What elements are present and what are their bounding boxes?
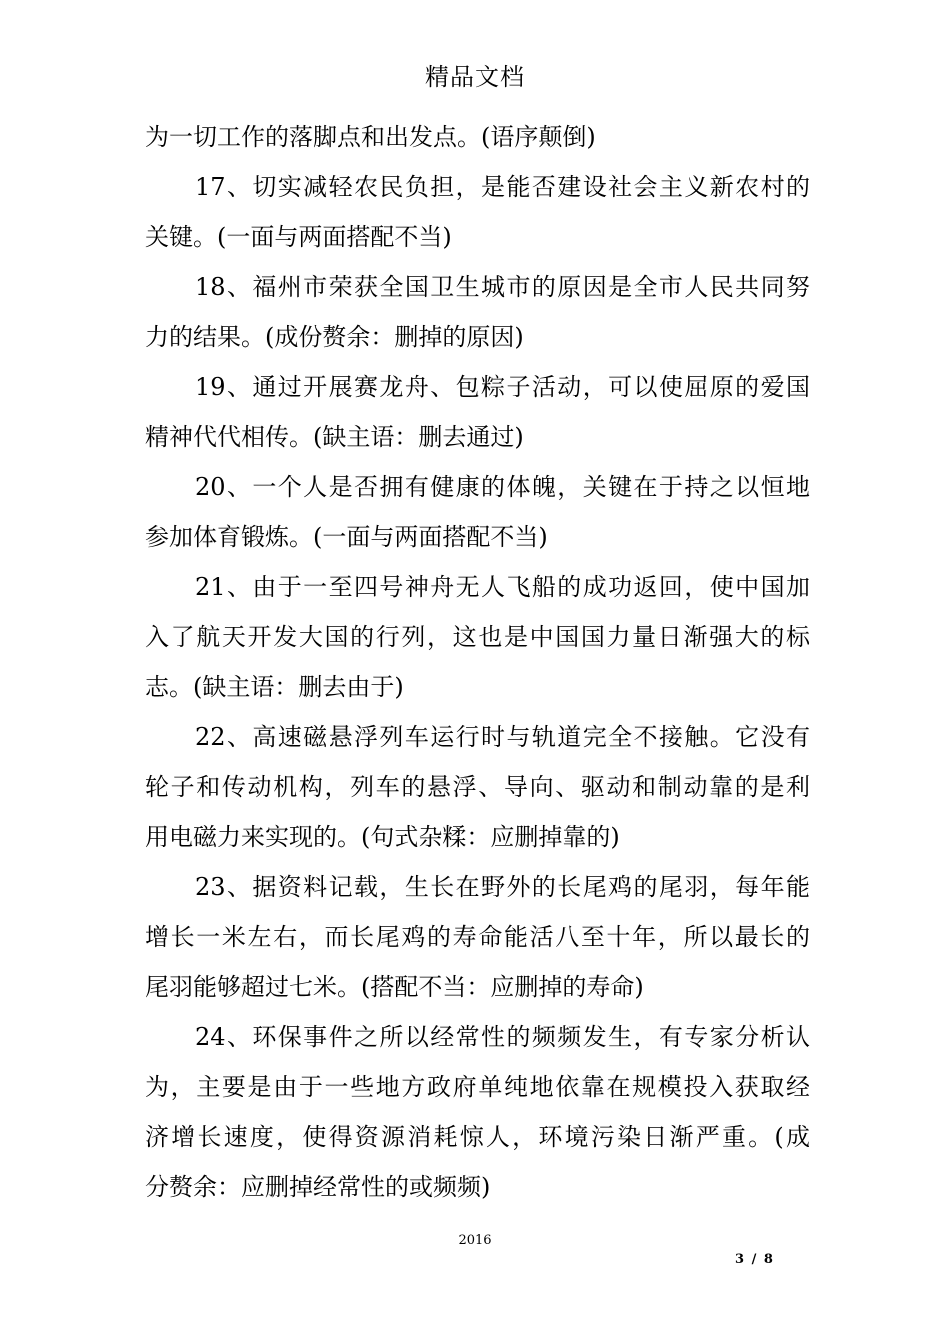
text-line: 精神代代相传。(缺主语：删去通过) — [145, 423, 524, 451]
text-line: 关键。(一面与两面搭配不当) — [145, 223, 452, 251]
text-line-item-18: 18、福州市荣获全国卫生城市的原因是全市人民共同努 — [195, 273, 810, 301]
text-line: 为，主要是由于一些地方政府单纯地依靠在规模投入获取经 — [145, 1073, 810, 1101]
text-line: 用电磁力来实现的。(句式杂糅：应删掉靠的) — [145, 823, 620, 851]
page-header-title: 精品文档 — [425, 63, 525, 91]
footer-year: 2016 — [458, 1233, 492, 1248]
text-line-item-24: 24、环保事件之所以经常性的频频发生，有专家分析认 — [195, 1023, 810, 1051]
page-number: 3 / 8 — [735, 1252, 773, 1267]
text-line: 分赘余：应删掉经常性的或频频) — [145, 1173, 491, 1201]
text-line: 力的结果。(成份赘余：删掉的原因) — [145, 323, 524, 351]
document-body — [145, 112, 810, 1212]
text-line-item-22: 22、高速磁悬浮列车运行时与轨道完全不接触。它没有 — [195, 723, 810, 751]
text-line-item-17: 17、切实减轻农民负担，是能否建设社会主义新农村的 — [195, 173, 810, 201]
text-line: 轮子和传动机构，列车的悬浮、导向、驱动和制动靠的是利 — [145, 773, 810, 801]
text-line-item-23: 23、据资料记载，生长在野外的长尾鸡的尾羽，每年能 — [195, 873, 810, 901]
text-line: 增长一米左右，而长尾鸡的寿命能活八至十年，所以最长的 — [145, 923, 810, 951]
text-line: 志。(缺主语：删去由于) — [145, 673, 404, 701]
text-line-item-21: 21、由于一至四号神舟无人飞船的成功返回，使中国加 — [195, 573, 810, 601]
text-line: 入了航天开发大国的行列，这也是中国国力量日渐强大的标 — [145, 623, 810, 651]
text-line-item-19: 19、通过开展赛龙舟、包粽子活动，可以使屈原的爱国 — [195, 373, 810, 401]
text-line: 参加体育锻炼。(一面与两面搭配不当) — [145, 523, 548, 551]
text-line-item-20: 20、一个人是否拥有健康的体魄，关键在于持之以恒地 — [195, 473, 810, 501]
text-line: 济增长速度，使得资源消耗惊人，环境污染日渐严重。(成 — [145, 1123, 810, 1151]
text-line: 尾羽能够超过七米。(搭配不当：应删掉的寿命) — [145, 973, 644, 1001]
text-line: 为一切工作的落脚点和出发点。(语序颠倒) — [145, 123, 596, 151]
